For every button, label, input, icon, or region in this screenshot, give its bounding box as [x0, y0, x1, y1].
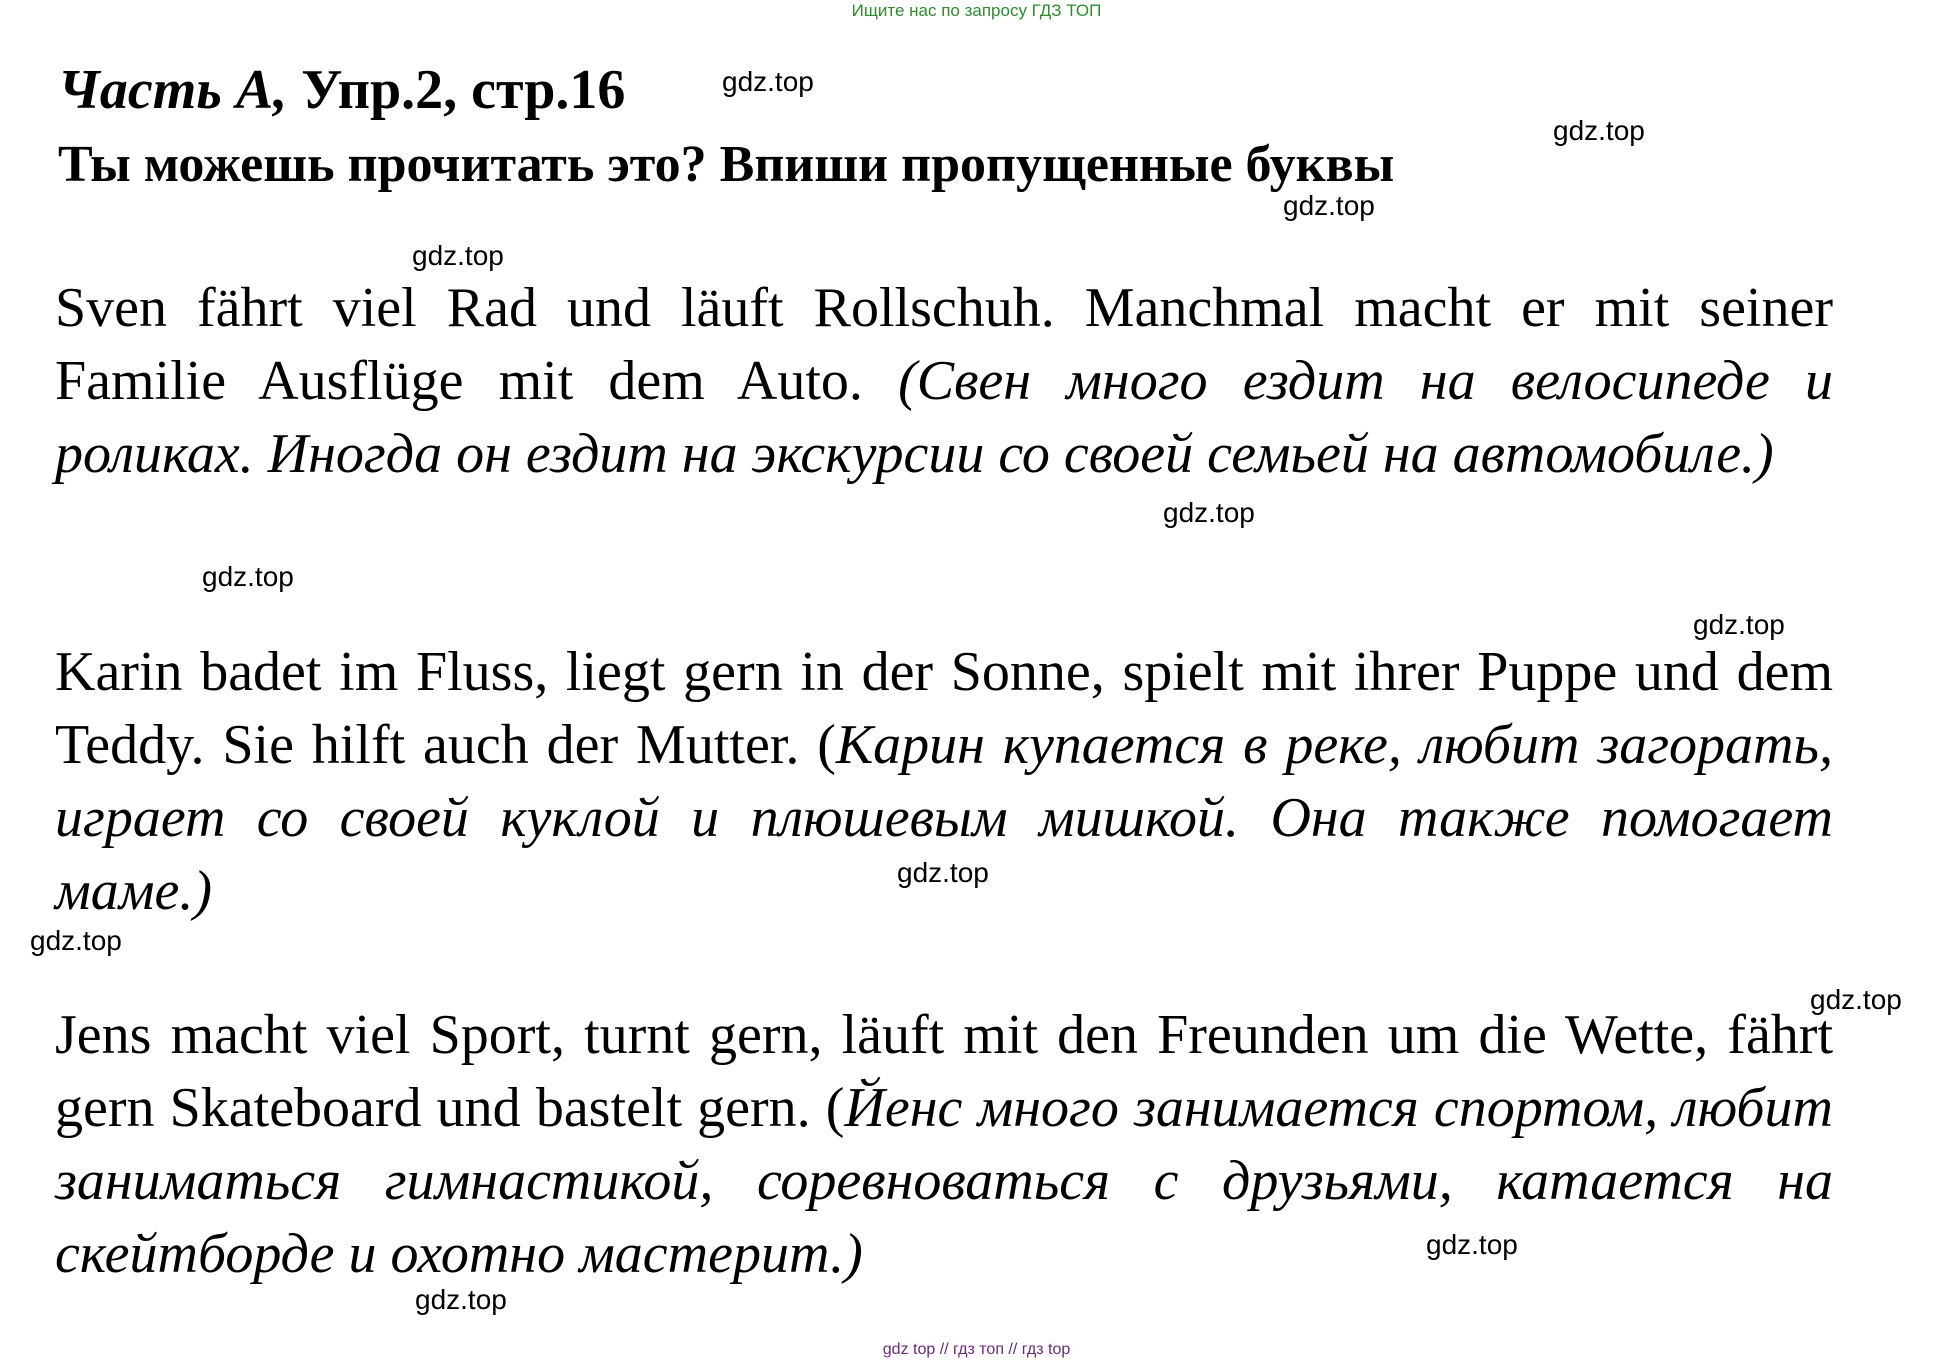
watermark: gdz.top	[897, 857, 989, 888]
watermark: gdz.top	[30, 925, 122, 956]
german-text: Jens macht viel Sport, turnt gern, läuft mit den Freunden um die Wette, fährt gern Skateboard und bastelt gern. (	[55, 1004, 1833, 1139]
title-part: Часть А,	[58, 59, 288, 121]
footer-watermark: gdz top // гдз топ // гдз top	[882, 1341, 1071, 1358]
watermark: gdz.top	[1283, 190, 1375, 221]
russian-translation: Карин купается в реке, любит загорать, играет со своей куклой и плюшевым мишкой. Она также помогает маме.)	[55, 714, 1833, 922]
watermark: gdz.top	[1163, 497, 1255, 528]
german-text: Karin badet im Fluss, liegt gern in der Sonne, spielt mit ihrer Puppe und dem Teddy. Sie hilft auch der Mutter. (	[55, 641, 1833, 776]
watermark: gdz.top	[1693, 609, 1785, 640]
watermark: gdz.top	[1553, 115, 1645, 146]
page-subtitle: Ты можешь прочитать это? Впиши пропущенные буквы	[58, 136, 1395, 193]
russian-translation: Йенс много занимается спортом, любит заниматься гимнастикой, соревноваться с друзьями, катается на скейтборде и охотно мастерит.)	[55, 1077, 1833, 1285]
watermark: gdz.top	[1426, 1229, 1518, 1260]
top-banner: Ищите нас по запросу ГДЗ ТОП	[851, 1, 1102, 20]
watermark: gdz.top	[202, 561, 294, 592]
watermark: gdz.top	[722, 66, 814, 97]
page-title	[58, 58, 625, 122]
paragraph-jens	[55, 999, 1833, 1291]
russian-translation: (Свен много ездит на велосипеде и роликах. Иногда он ездит на экскурсии со своей семьей на автомобиле.)	[55, 350, 1833, 485]
watermark: gdz.top	[415, 1284, 507, 1315]
paragraph-sven	[55, 272, 1833, 491]
watermark: gdz.top	[412, 240, 504, 271]
german-text: Sven fährt viel Rad und läuft Rollschuh. Manchmal macht er mit seiner Familie Ausflüge mit dem Auto.	[55, 277, 1833, 412]
title-exercise: Упр.2, стр.16	[287, 59, 626, 121]
watermark: gdz.top	[1810, 984, 1902, 1015]
